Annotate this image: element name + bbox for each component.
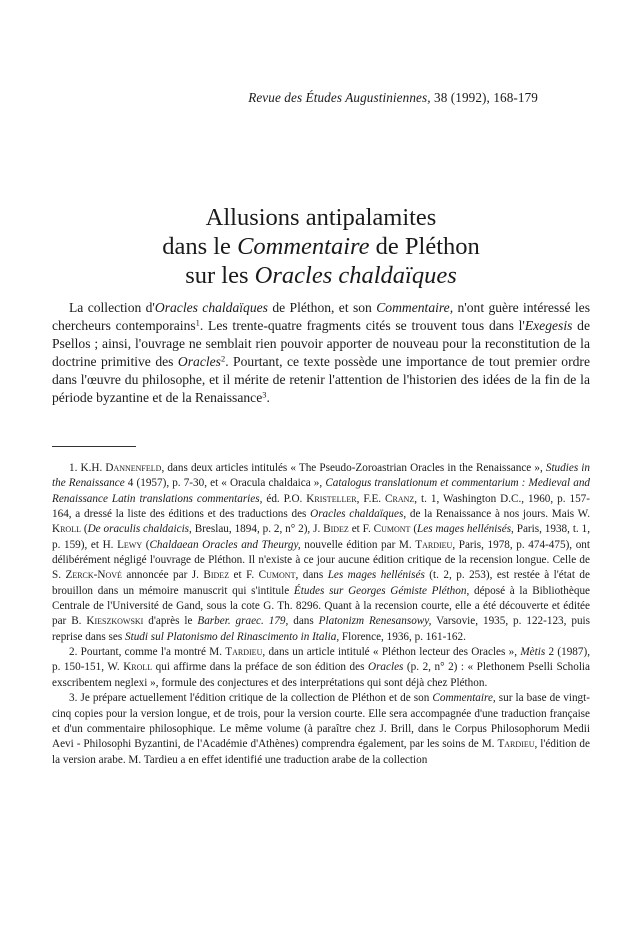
title-line-2: dans le Commentaire de Pléthon: [162, 233, 480, 260]
footnote-2: 2. Pourtant, comme l'a montré M. Tardieu, dans un article intitulé « Pléthon lecteur des Oracles », Mètis 2 (1987), p. 150-151, W. Kroll qui affirme dans la préface de son édition des Oracles (p. 2, n° 2) : « Plethonem Pselli Scholia exscribentem neglexi », formule des conjectures et des interprétations qui sont déjà chez Pléthon.: [52, 646, 591, 689]
journal-name: Revue des Études Augustiniennes,: [248, 90, 431, 105]
body-paragraph: La collection d'Oracles chaldaïques de Pléthon, et son Commentaire, n'ont guère intéressé les chercheurs contemporains$^1$. Les trente-quatre fragments cités se trouvent tous dans l'Exegesis de Psellos ; ainsi, l'ouvrage ne semblait rien pouvoir apporter de nouveau pour la reconstitution de la doctrine primitive des Oracles$^2$. Pourtant, ce texte possède une importance de tout premier ordre dans l'œuvre du philosophe, et il mérite de retenir l'attention de l'historien des idées de la fin de la période byzantine et de la Renaissance$^3$.: [52, 300, 590, 405]
footnote-ref-1: 1: [195, 317, 200, 328]
title-line-1: Allusions antipalamites: [205, 204, 437, 231]
running-head: [0, 90, 538, 106]
footnote-ref-2: 2: [220, 353, 226, 364]
footnotes: [52, 461, 590, 768]
footnote-separator: [52, 446, 136, 447]
article-title: [52, 203, 590, 290]
footnote-ref-3: 3: [262, 389, 267, 400]
journal-citation: 38 (1992), 168-179: [430, 90, 538, 105]
footnote-3: 3. Je prépare actuellement l'édition critique de la collection de Pléthon et de son Commentaire, sur la base de vingt-cinq copies pour la version longue, et de trois, pour la version courte. Elle sera accompagnée d'une traduction française et d'un commentaire philosophique. Le même volume (à paraître chez J. Brill, dans le Corpus Philosophorum Medii Aevi - Philosophi Byzantini, de l'Académie d'Athènes) comprendra également, par les soins de M. Tardieu, l'édition de la version arabe. M. Tardieu a en effet identifié une traduction arabe de la collection: [52, 692, 590, 766]
footnote-1: 1. K.H. Dannenfeld, dans deux articles intitulés « The Pseudo-Zoroastrian Oracles in the Renaissance », Studies in the Renaissance 4 (1957), p. 7-30, et « Oracula chaldaica », Catalogus translationum et commentarium : Medieval and Renaissance Latin translations commentaries, éd. P.O. Kristeller, F.E. Cranz, t. 1, Washington D.C., 1960, p. 157-164, a dressé la liste des éditions et des traductions des Oracles chaldaïques, de la Renaissance à nos jours. Mais W. Kroll (De oraculis chaldaicis, Breslau, 1894, p. 2, n° 2), J. Bidez et F. Cumont (Les mages hellénisés, Paris, 1938, t. 1, p. 159), et H. Lewy (Chaldaean Oracles and Theurgy, nouvelle édition par M. Tardieu, Paris, 1978, p. 474-475), ont délibérément négligé l'ouvrage de Pléthon. Il n'existe à ce jour aucune édition critique de la recension longue. Celle de S. Zerck-Nové annoncée par J. Bidez et F. Cumont, dans Les mages hellénisés (t. 2, p. 253), est restée à l'état de brouillon dans un mémoire manuscrit qui s'intitule Études sur Georges Gémiste Pléthon, déposé à la Bibliothèque Centrale de l'Université de Gand, sous la cote G. Th. 8296. Quant à la recension courte, elle a été découverte et éditée par B. Kieszkowski d'après le Barber. graec. 179, dans Platonizm Renesansowy, Varsovie, 1935, p. 122-123, puis reprise dans ses Studi sul Platonismo del Rinascimento in Italia, Florence, 1936, p. 161-162.: [52, 462, 591, 643]
title-line-3: sur les Oracles chaldaïques: [185, 262, 457, 289]
body-text: [52, 299, 590, 407]
